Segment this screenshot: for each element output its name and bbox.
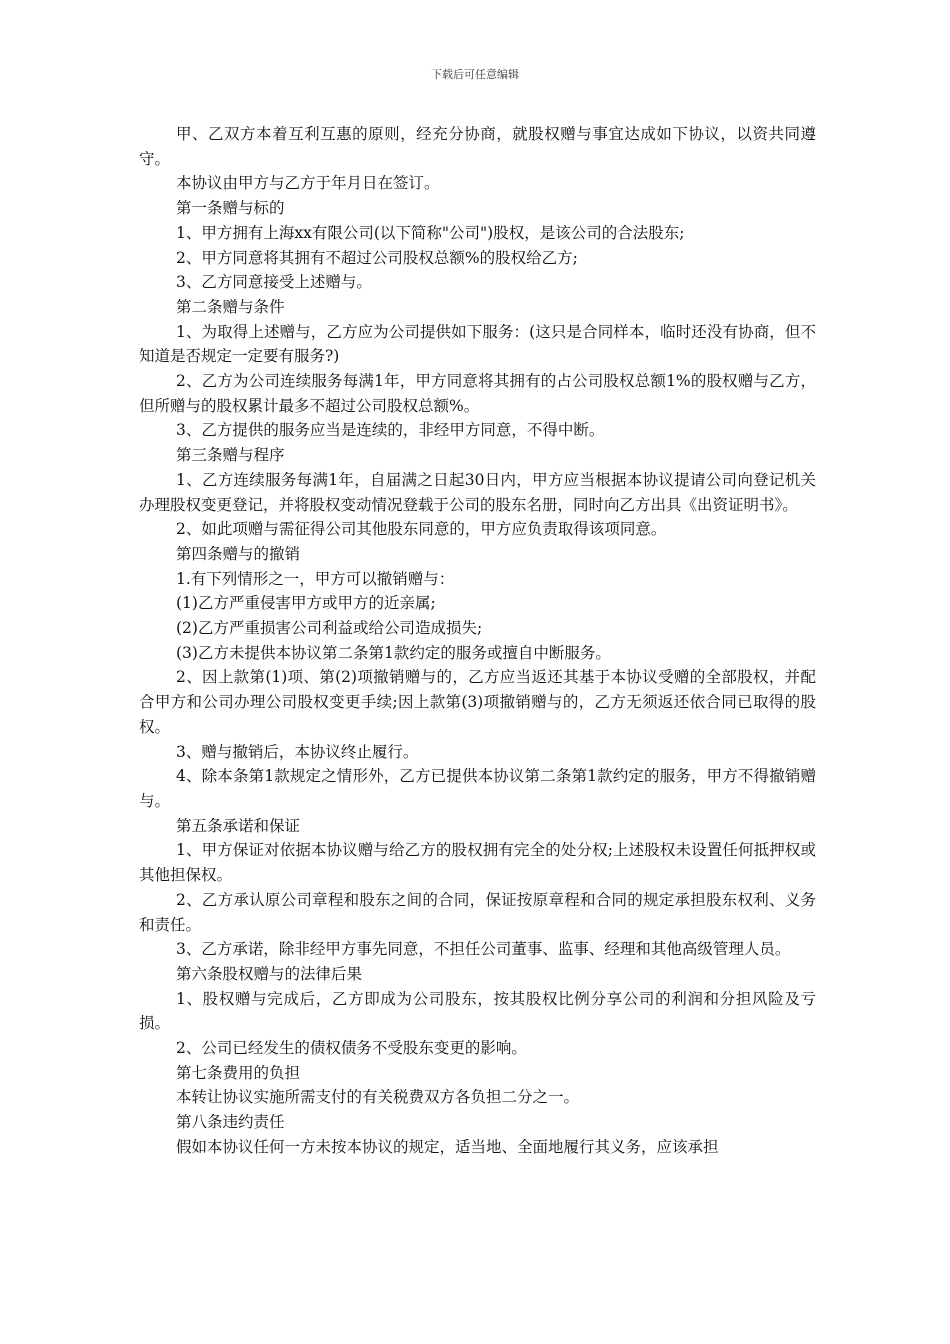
clause: 1、乙方连续服务每满1年，自届满之日起30日内，甲方应当根据本协议提请公司向登记机关办理股权变更登记，并将股权变动情况登载于公司的股东名册，同时向乙方出具《出资证明书》。 <box>139 470 816 514</box>
sub-clause: (2)乙方严重损害公司利益或给公司造成损失; <box>176 619 483 638</box>
sub-clause: (1)乙方严重侵害甲方或甲方的近亲属; <box>176 594 436 613</box>
paragraph: 甲、乙双方本着互利互惠的原则，经充分协商，就股权赠与事宜达成如下协议，以资共同遵守。 <box>139 125 816 168</box>
page-header-note: 下载后可任意编辑 <box>431 68 519 81</box>
clause: 假如本协议任何一方未按本协议的规定，适当地、全面地履行其义务，应该承担 <box>176 1137 719 1156</box>
clause: 2、乙方承认原公司章程和股东之间的合同，保证按原章程和合同的规定承担股东权利、义务和责任。 <box>139 890 816 934</box>
clause: 2、公司已经发生的债权债务不受股东变更的影响。 <box>176 1039 527 1058</box>
clause: 1.有下列情形之一，甲方可以撤销赠与： <box>176 569 455 588</box>
section-heading: 第一条赠与标的 <box>176 199 285 218</box>
clause: 1、甲方拥有上海xx有限公司(以下简称"公司")股权，是该公司的合法股东; <box>176 223 685 242</box>
clause: 3、乙方同意接受上述赠与。 <box>176 273 372 292</box>
clause: 3、乙方提供的服务应当是连续的，非经甲方同意，不得中断。 <box>176 421 605 440</box>
clause: 3、赠与撤销后，本协议终止履行。 <box>176 742 419 761</box>
clause: 3、乙方承诺，除非经甲方事先同意，不担任公司董事、监事、经理和其他高级管理人员。 <box>176 940 791 959</box>
clause: 2、乙方为公司连续服务每满1年，甲方同意将其拥有的占公司股权总额1%的股权赠与乙方，但所赠与的股权累计最多不超过公司股权总额%。 <box>139 372 816 415</box>
section-heading: 第七条费用的负担 <box>176 1063 301 1082</box>
clause: 2、甲方同意将其拥有不超过公司股权总额%的股权给乙方; <box>176 248 578 267</box>
clause: 1、为取得上述赠与，乙方应为公司提供如下服务：(这只是合同样本，临时还没有协商，但不知道是否规定一定要有服务?) <box>139 322 816 366</box>
document-body <box>139 122 816 1160</box>
clause: 4、除本条第1款规定之情形外，乙方已提供本协议第二条第1款约定的服务，甲方不得撤销赠与。 <box>139 767 816 810</box>
section-heading: 第八条违约责任 <box>176 1113 285 1132</box>
clause: 2、如此项赠与需征得公司其他股东同意的，甲方应负责取得该项同意。 <box>176 520 667 539</box>
clause: 1、甲方保证对依据本协议赠与给乙方的股权拥有完全的处分权;上述股权未设置任何抵押权或其他担保权。 <box>139 841 816 885</box>
clause: 本转让协议实施所需支付的有关税费双方各负担二分之一。 <box>176 1088 580 1107</box>
clause: 2、因上款第(1)项、第(2)项撤销赠与的，乙方应当返还其基于本协议受赠的全部股权，并配合甲方和公司办理公司股权变更手续;因上款第(3)项撤销赠与的，乙方无须返还依合同已取得的股权。 <box>139 668 816 736</box>
clause: 1、股权赠与完成后，乙方即成为公司股东，按其股权比例分享公司的利润和分担风险及亏损。 <box>139 989 816 1033</box>
paragraph: 本协议由甲方与乙方于年月日在签订。 <box>176 174 440 193</box>
section-heading: 第三条赠与程序 <box>176 446 285 465</box>
sub-clause: (3)乙方未提供本协议第二条第1款约定的服务或擅自中断服务。 <box>176 643 611 662</box>
section-heading: 第五条承诺和保证 <box>176 816 301 835</box>
section-heading: 第二条赠与条件 <box>176 297 285 316</box>
section-heading: 第四条赠与的撤销 <box>176 544 301 563</box>
section-heading: 第六条股权赠与的法律后果 <box>176 964 363 983</box>
